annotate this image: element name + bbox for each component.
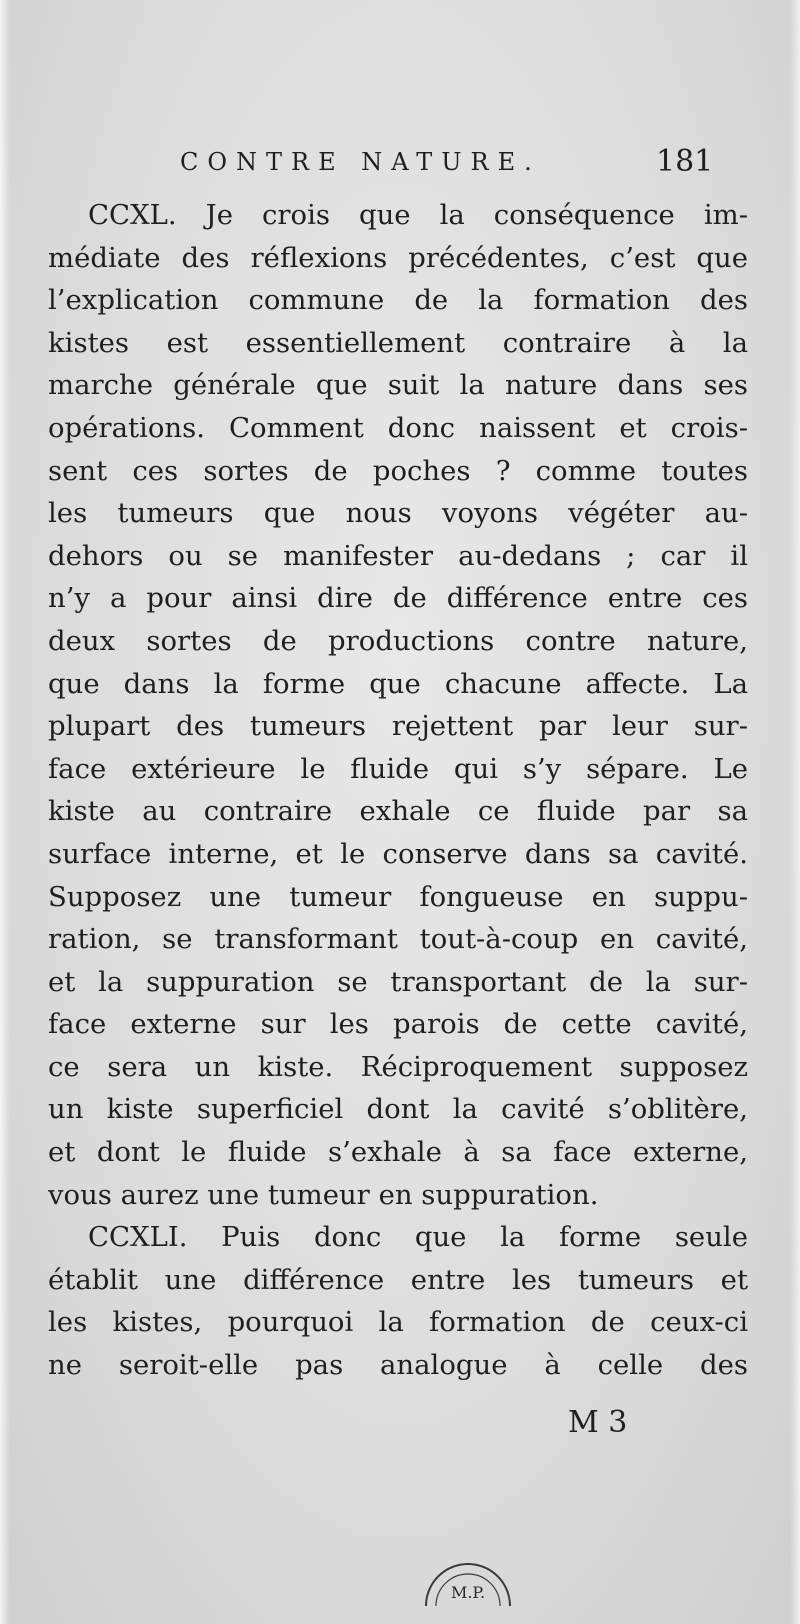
text-line: les tumeurs que nous voyons végéter au- (48, 497, 748, 530)
text-line: plupart des tumeurs rejettent par leur sur- (48, 710, 748, 743)
text-line: ce sera un kiste. Réciproquement supposez (48, 1050, 748, 1083)
text-line: face externe sur les parois de cette cavité, (48, 1008, 748, 1041)
text-line: médiate des réflexions précédentes, c’est que (48, 241, 748, 274)
text-line: kistes est essentiellement contraire à la (48, 326, 748, 359)
library-stamp-icon (418, 1548, 518, 1608)
text-line: l’explication commune de la formation des (48, 284, 748, 317)
text-line: dehors ou se manifester au-dedans ; car il (48, 539, 748, 572)
text-line: et la suppuration se transportant de la sur- (48, 965, 748, 998)
signature-mark: M 3 (568, 1405, 628, 1440)
text-line: établit une différence entre les tumeurs et (48, 1263, 748, 1296)
text-line: sent ces sortes de poches ? comme toutes (48, 454, 748, 487)
text-line: Supposez une tumeur fongueuse en suppu- (48, 880, 748, 913)
text-line: face extérieure le fluide qui s’y sépare. Le (48, 752, 748, 785)
running-title: CONTRE NATURE. (180, 148, 541, 176)
text-line: CCXL. Je crois que la conséquence im- (88, 199, 748, 231)
text-line: que dans la forme que chacune affecte. La (48, 667, 748, 700)
text-line: marche générale que suit la nature dans ses (48, 369, 748, 402)
body-text (48, 194, 748, 1387)
text-line: kiste au contraire exhale ce fluide par sa (48, 795, 748, 828)
scan-edge-left (0, 0, 10, 1624)
text-line: les kistes, pourquoi la formation de ceux-ci (48, 1306, 748, 1339)
text-line: deux sortes de productions contre nature, (48, 624, 748, 657)
text-line: et dont le fluide s’exhale à sa face externe, (48, 1136, 748, 1169)
text-line: ne seroit-elle pas analogue à celle des (48, 1349, 748, 1382)
text-line: n’y a pour ainsi dire de différence entre ces (48, 582, 748, 615)
svg-text:M.P.: M.P. (450, 1583, 486, 1602)
page-number: 181 (656, 144, 714, 179)
scan-edge-right (790, 0, 800, 1624)
text-line: surface interne, et le conserve dans sa cavité. (48, 837, 748, 870)
text-line: CCXLI. Puis donc que la forme seule (88, 1221, 748, 1254)
text-line: opérations. Comment donc naissent et crois- (48, 411, 748, 444)
text-line: vous aurez une tumeur en suppuration. (48, 1178, 599, 1211)
text-line: un kiste superficiel dont la cavité s’oblitère, (48, 1093, 748, 1126)
text-line: ration, se transformant tout-à-coup en cavité, (48, 923, 748, 956)
